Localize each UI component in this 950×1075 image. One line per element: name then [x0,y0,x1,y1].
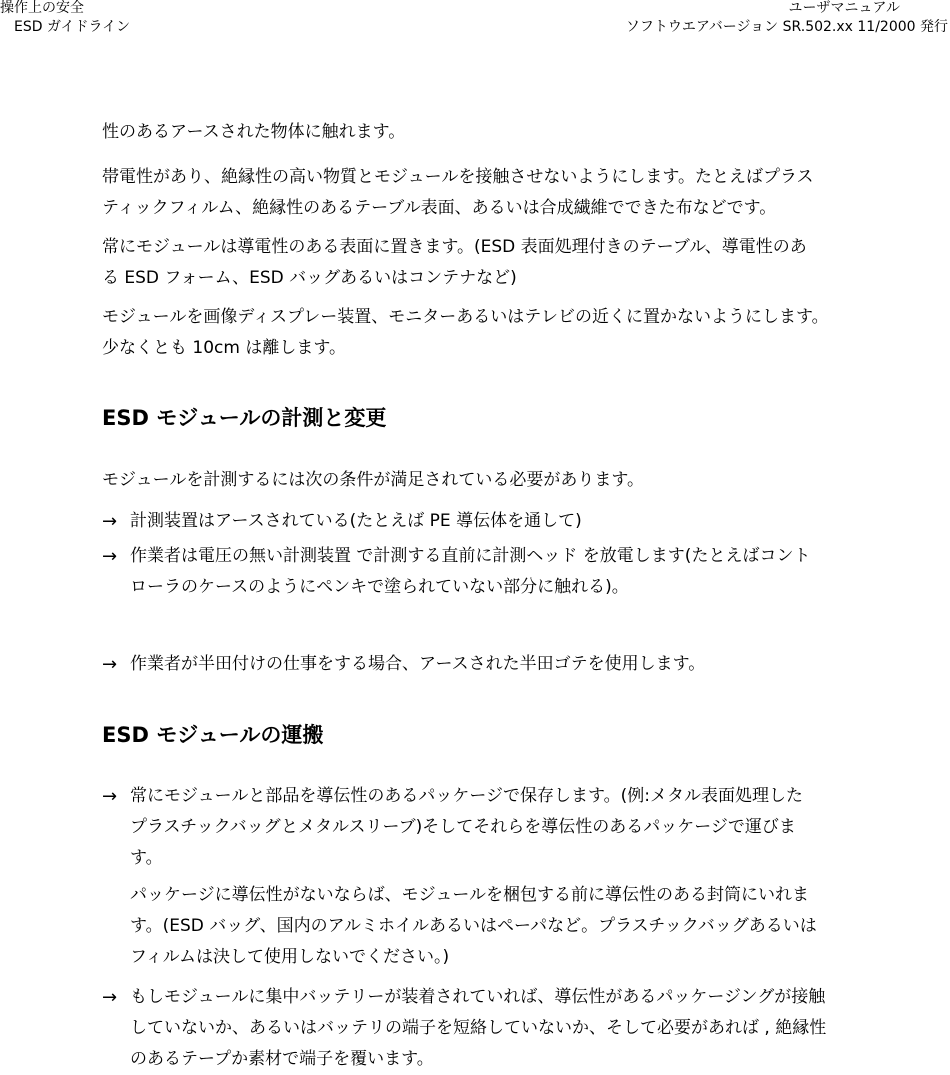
text-line: モジュールを画像ディスプレー装置、モニターあるいはテレビの近くに置かないようにします。 [102,307,829,327]
text-line: る ESD フォーム、ESD バッグあるいはコンテナなど) [102,268,517,288]
section-heading-transport: ESD モジュールの運搬 [102,723,324,747]
intro-paragraph-2 [102,162,947,224]
text-line: 性のあるアースされた物体に触れます。 [102,122,406,142]
bullet-item [102,541,947,603]
text-line: 常にモジュールは導電性のある表面に置きます。(ESD 表面処理付きのテーブル、導電性のあ [102,237,807,257]
arrow-right-icon: → [102,786,118,807]
intro-paragraph-4 [102,302,947,364]
text-line: ティックフィルム、絶縁性のあるテーブル表面、あるいは合成繊維でできた布などです。 [102,198,777,218]
text-line: す。 [130,848,163,868]
section1-lead [102,465,947,496]
header-section-title: 操作上の安全 [0,0,84,16]
bullet-item [102,982,947,1075]
bullet-item [102,506,947,537]
text-line: モジュールを計測するには次の条件が満足されている必要があります。 [102,470,644,490]
text-line: のあるテープか素材で端子を覆います。 [130,1049,434,1069]
text-line: プラスチックバッグとメタルスリーブ)そしてそれらを導伝性のあるパッケージで運びま [130,817,796,837]
arrow-right-icon: → [102,987,118,1008]
text-line: もしモジュールに集中バッテリーが装着されていれば、導伝性があるパッケージングが接触 [130,987,826,1007]
text-line: 作業者は電圧の無い計測装置 で計測する直前に計測ヘッド を放電します(たとえばコント [130,546,811,566]
arrow-right-icon: → [102,546,118,567]
text-line: していないか、あるいはバッテリの端子を短絡していないか、そして必要があれば , 絶縁性 [130,1018,827,1038]
section-heading-measurement: ESD モジュールの計測と変更 [102,406,387,430]
text-line: フィルムは決して使用しないでください。) [130,947,450,967]
text-line: す。(ESD バッグ、国内のアルミホイルあるいはペーパなど。プラスチックバッグあるいは [130,916,817,936]
text-line: 作業者が半田付けの仕事をする場合、アースされた半田ゴテを使用します。 [130,654,706,674]
text-line: 計測装置はアースされている(たとえば PE 導伝体を通して) [130,511,582,531]
intro-paragraph-1 [102,117,947,148]
header-manual-title: ユーザマニュアル [788,0,900,16]
text-line: ローラのケースのようにペンキで塗られていない部分に触れる)。 [130,577,629,597]
intro-paragraph-3 [102,232,947,294]
arrow-right-icon: → [102,511,118,532]
sub-paragraph [130,880,947,973]
header-subsection-title: ESD ガイドライン [14,19,131,35]
arrow-right-icon: → [102,654,118,675]
text-line: 常にモジュールと部品を導伝性のあるパッケージで保存します。(例:メタル表面処理した [130,786,803,806]
text-line: 帯電性があり、絶縁性の高い物質とモジュールを接触させないようにします。たとえばプラス [102,167,814,187]
text-line: パッケージに導伝性がないならば、モジュールを梱包する前に導伝性のある封筒にいれま [130,885,809,905]
bullet-item [102,649,947,680]
text-line: 少なくとも 10cm は離します。 [102,338,346,358]
bullet-item [102,781,947,874]
header-version-info: ソフトウエアバージョン SR.502.xx 11/2000 発行 [625,19,948,35]
